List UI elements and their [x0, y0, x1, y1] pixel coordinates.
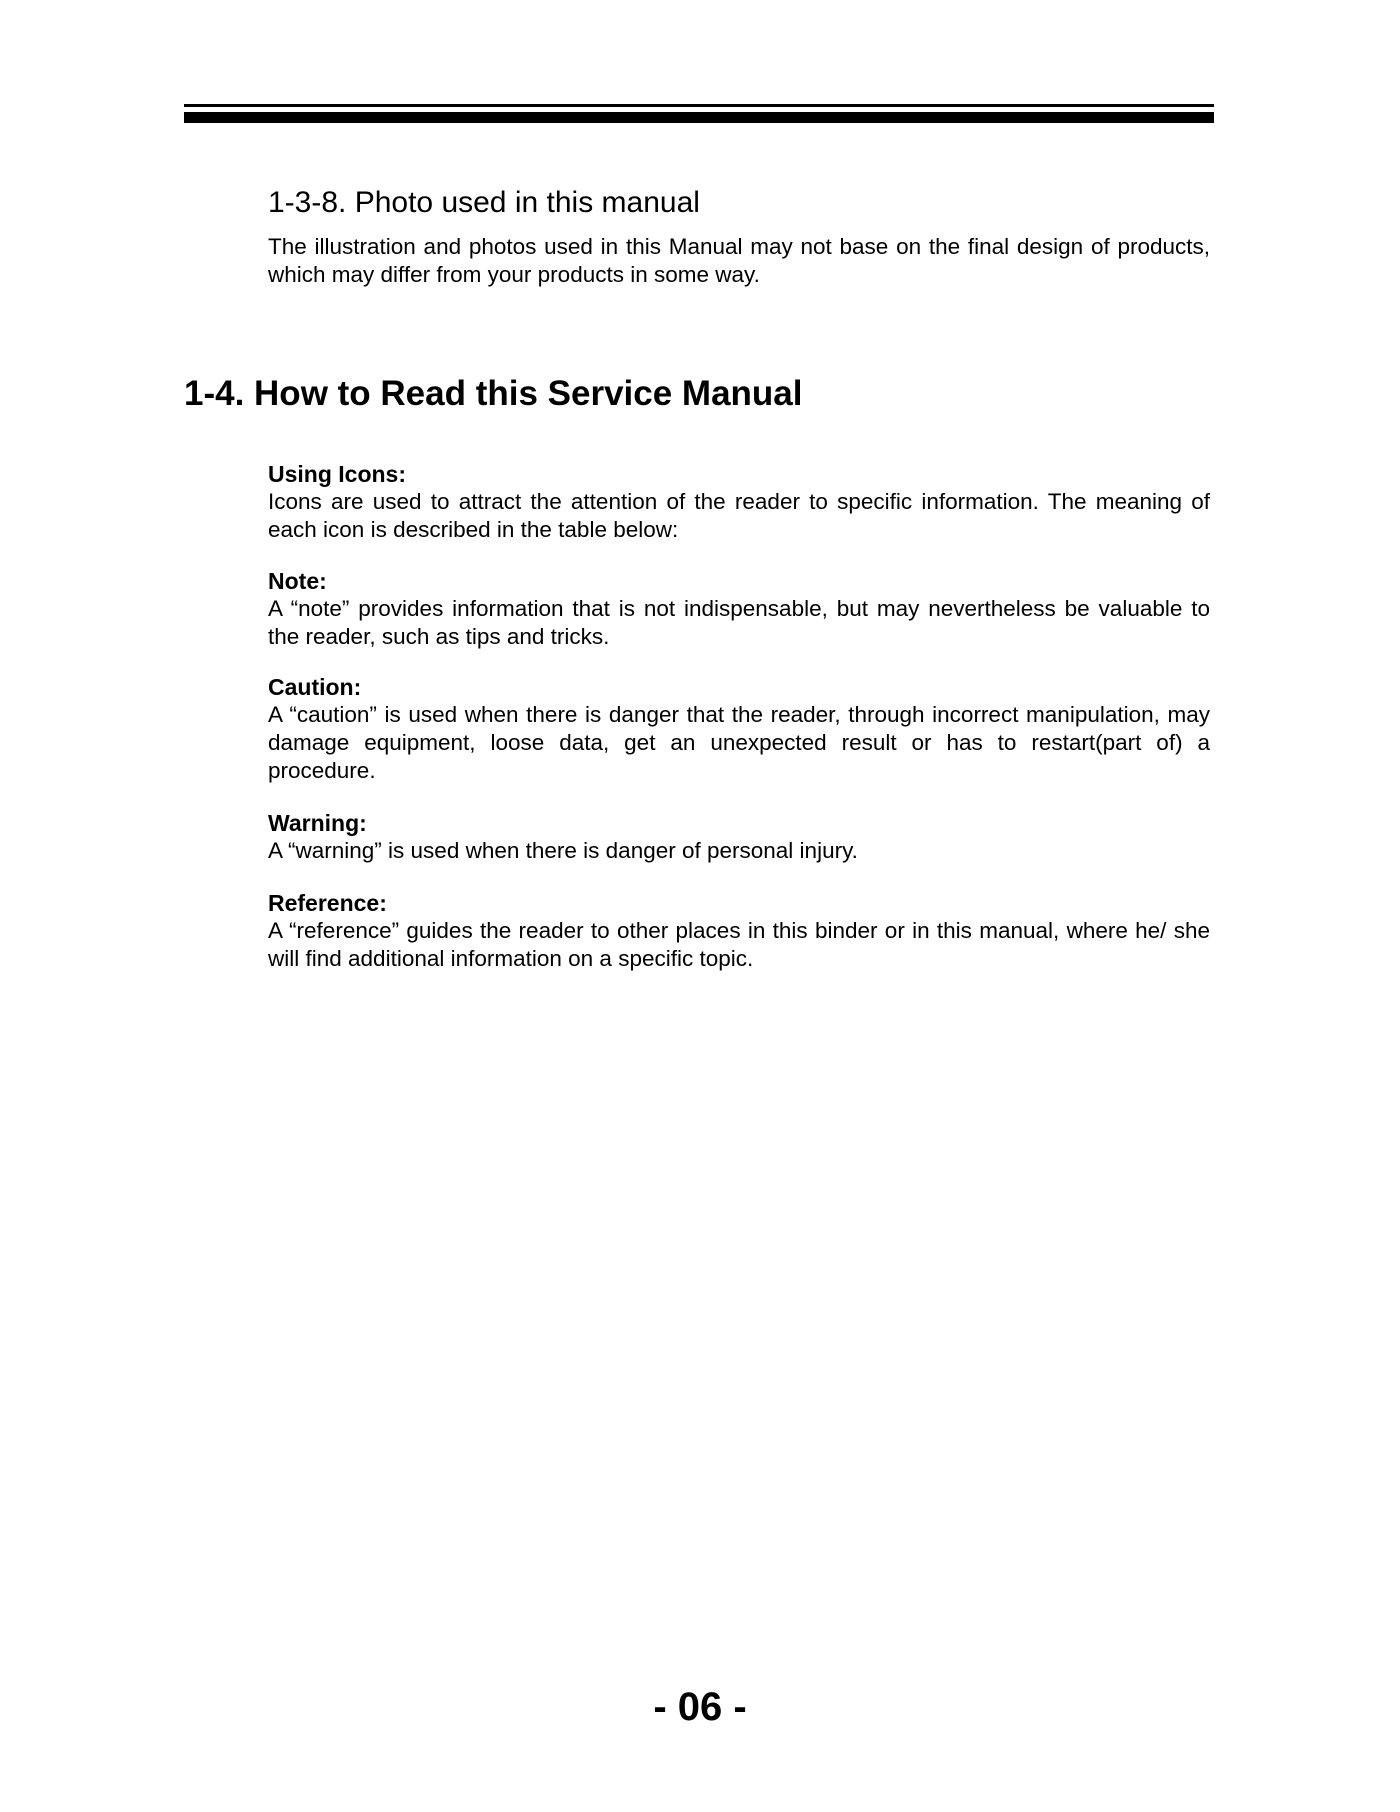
section-title: 1-4. How to Read this Service Manual [184, 374, 803, 413]
block-label-note: Note: [268, 568, 327, 594]
subsection-body: The illustration and photos used in this Manual may not base on the final design of products, which may differ from your products in some way. [268, 234, 1210, 287]
subsection-title: 1-3-8. Photo used in this manual [268, 186, 700, 219]
block-text-using-icons: Icons are used to attract the attention of the reader to specific information. The meaning of each icon is described in the table below: [268, 489, 1210, 542]
block-reference [268, 889, 1210, 973]
block-using-icons [268, 460, 1210, 544]
block-label-using-icons: Using Icons: [268, 461, 407, 487]
block-label-warning: Warning: [268, 810, 367, 836]
block-text-warning: A “warning” is used when there is danger of personal injury. [268, 838, 858, 863]
block-caution [268, 673, 1210, 785]
block-label-caution: Caution: [268, 674, 362, 700]
block-warning [268, 809, 1210, 865]
block-text-note: A “note” provides information that is not indispensable, but may nevertheless be valuable to the reader, such as tips and tricks. [268, 596, 1210, 649]
page-number: - 06 - [653, 1685, 747, 1729]
block-text-caution: A “caution” is used when there is danger that the reader, through incorrect manipulation, may damage equipment, loose data, get an unexpected result or has to restart(part of) a procedure. [268, 702, 1210, 783]
block-text-reference: A “reference” guides the reader to other places in this binder or in this manual, where he/ she will find additional information on a specific topic. [268, 918, 1210, 971]
header-rule-thick [184, 112, 1214, 123]
header-rule-thin [184, 104, 1214, 107]
block-note [268, 567, 1210, 651]
block-label-reference: Reference: [268, 890, 387, 916]
